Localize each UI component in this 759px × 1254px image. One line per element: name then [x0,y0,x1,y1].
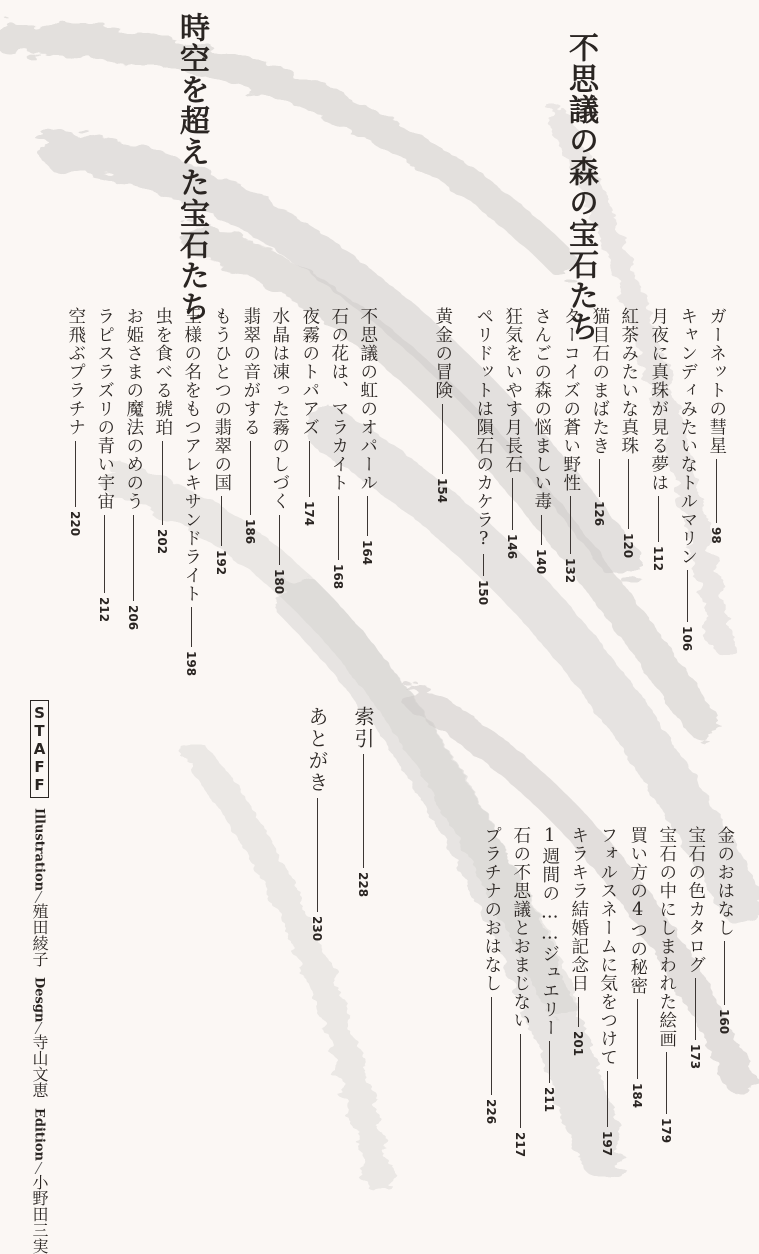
leader-line [279,515,280,565]
entry-page: 228 [356,872,370,898]
leader-line [637,999,638,1079]
entry-page: 174 [302,500,316,526]
leader-line [607,1071,608,1127]
entry-page: 132 [563,558,577,584]
toc-entry[interactable] [122,0,144,630]
entry-page: 206 [126,604,140,630]
entry-page: 184 [630,1083,644,1109]
leader-line [338,496,339,560]
entry-title: あとがき [305,706,329,794]
entry-page: 164 [360,540,374,566]
toc-entry[interactable] [64,0,86,536]
entry-title: ペリドットは隕石のカケラ? [473,307,494,550]
entry-title: さんごの森の悩ましい毒 [531,307,552,511]
entry-page: 201 [571,1030,585,1056]
entry-title: 宝石の中にしまわれた絵画 [656,826,677,1048]
entry-title: 猫目石のまばたき [589,307,610,455]
toc-entry-column[interactable] [480,0,502,1124]
entry-page: 106 [680,626,694,652]
toc-entry[interactable] [210,0,232,575]
leader-line [520,1034,521,1128]
entry-title: 1週間の……ジュエリー [539,826,560,1037]
entry-title: 買い方の4つの秘密 [627,826,648,995]
leader-line [695,978,696,1040]
entry-title: 虫を食べる琥珀 [152,307,173,437]
entry-page: 120 [621,533,635,559]
entry-title: 金のおはなし [714,826,735,937]
entry-page: 211 [542,1087,556,1113]
leader-line [250,441,251,515]
entry-page: 146 [505,533,519,559]
section-title-timeless-gems: 時空を超えた宝石たち [174,12,209,322]
entry-title: 宝石の色カタログ [685,826,706,974]
toc-entry[interactable] [327,0,349,589]
designer-name: 寺山文恵 [30,1034,49,1099]
entry-title: 夜霧のトパアズ [299,307,320,437]
entry-title: フォルスネームに気をつけて [597,826,618,1067]
toc-entry-column[interactable] [509,0,531,1157]
entry-page: 186 [243,518,257,544]
entry-page: 168 [331,564,345,590]
entry-title: 狂気をいやす月長石 [502,307,523,474]
edition-label: Edition [31,1108,47,1162]
toc-entry-column[interactable] [567,0,589,1056]
toc-entry-column[interactable] [538,0,560,1112]
entry-title: ターコイズの蒼い野性 [560,307,581,492]
leader-line [221,496,222,546]
entry-title: もうひとつの翡翠の国 [211,307,232,492]
separator-slash [35,1162,44,1174]
toc-entry[interactable] [431,0,453,503]
entry-page: 197 [600,1130,614,1156]
leader-line [133,515,134,601]
entry-page: 173 [688,1044,702,1070]
toc-entry[interactable] [239,0,261,544]
toc-entry-index[interactable] [351,0,378,898]
entry-title: お姫さまの魔法のめのう [123,307,144,511]
entry-page: 220 [68,510,82,536]
entry-page: 112 [651,546,665,572]
entry-page: 202 [155,528,169,554]
entry-page: 126 [592,501,606,527]
leader-line [162,441,163,525]
toc-entry-column[interactable] [655,0,677,1143]
entry-title: ガーネットの彗星 [706,307,727,455]
entry-title: 石の花は、マラカイト [328,307,349,492]
design-label: Desgn [31,977,47,1023]
entry-title: 月夜に真珠が見る夢は [648,307,669,492]
toc-entry-column[interactable] [626,0,648,1108]
entry-title: 紅茶みたいな真珠 [618,307,639,455]
separator-slash [35,891,44,903]
entry-page: 198 [184,651,198,677]
leader-line [666,1052,667,1114]
leader-line [363,754,364,868]
entry-page: 230 [310,916,324,942]
entry-title: 翡翠の音がする [240,307,261,437]
entry-title: ラピスラズリの青い宇宙 [94,307,115,511]
staff-credits [28,700,50,1254]
staff-heading: STAFF [30,700,49,798]
entry-page: 154 [435,477,449,503]
leader-line [442,404,443,474]
entry-title: プラチナのおはなし [481,826,502,993]
entry-title: 黄金の冒険 [432,307,453,400]
entry-page: 212 [97,596,111,622]
toc-entry-afterword[interactable] [306,0,328,941]
entry-title: 王様の名をもつアレキサンドライト [181,307,202,603]
entry-title: キラキラ結婚記念日 [568,826,589,993]
entry-page: 192 [214,550,228,576]
entry-page: 160 [717,1009,731,1035]
entry-title: 空飛ぶプラチナ [65,307,86,437]
entry-page: 98 [709,527,723,544]
entry-page: 179 [659,1118,673,1144]
leader-line [724,941,725,1005]
entry-page: 140 [534,548,548,574]
toc-entry-column[interactable] [596,0,618,1156]
entry-page: 217 [513,1131,527,1157]
toc-entry[interactable] [151,0,173,554]
leader-line [191,607,192,647]
illustrator-name: 殖田綾子 [30,903,49,968]
entry-page: 150 [476,580,490,606]
toc-entry-column[interactable] [713,0,735,1034]
section-title-mysterious-forest: 不思議の森の宝石たち [563,32,598,342]
entry-page: 226 [484,1098,498,1124]
editor-name: 小野田三実 [30,1173,49,1254]
entry-title: 石の不思議とおまじない [510,826,531,1030]
leader-line [104,515,105,593]
entry-title: 不思議の虹のオパール [357,307,378,492]
leader-line [75,441,76,507]
entry-title: キャンディみたいなトルマリン [677,307,698,566]
toc-entry-column[interactable] [684,0,706,1069]
entry-title: 水晶は凍った霧のしづく [269,307,290,511]
leader-line [317,798,318,912]
separator-slash [35,1022,44,1034]
toc-entry[interactable] [180,0,202,676]
leader-line [578,997,579,1027]
leader-line [491,997,492,1095]
entry-page: 180 [272,568,286,594]
entry-title: 索引 [351,706,375,750]
toc-entry[interactable] [93,0,115,622]
toc-entry[interactable] [268,0,290,594]
leader-line [549,1041,550,1083]
illustration-label: Illustration [31,808,47,892]
